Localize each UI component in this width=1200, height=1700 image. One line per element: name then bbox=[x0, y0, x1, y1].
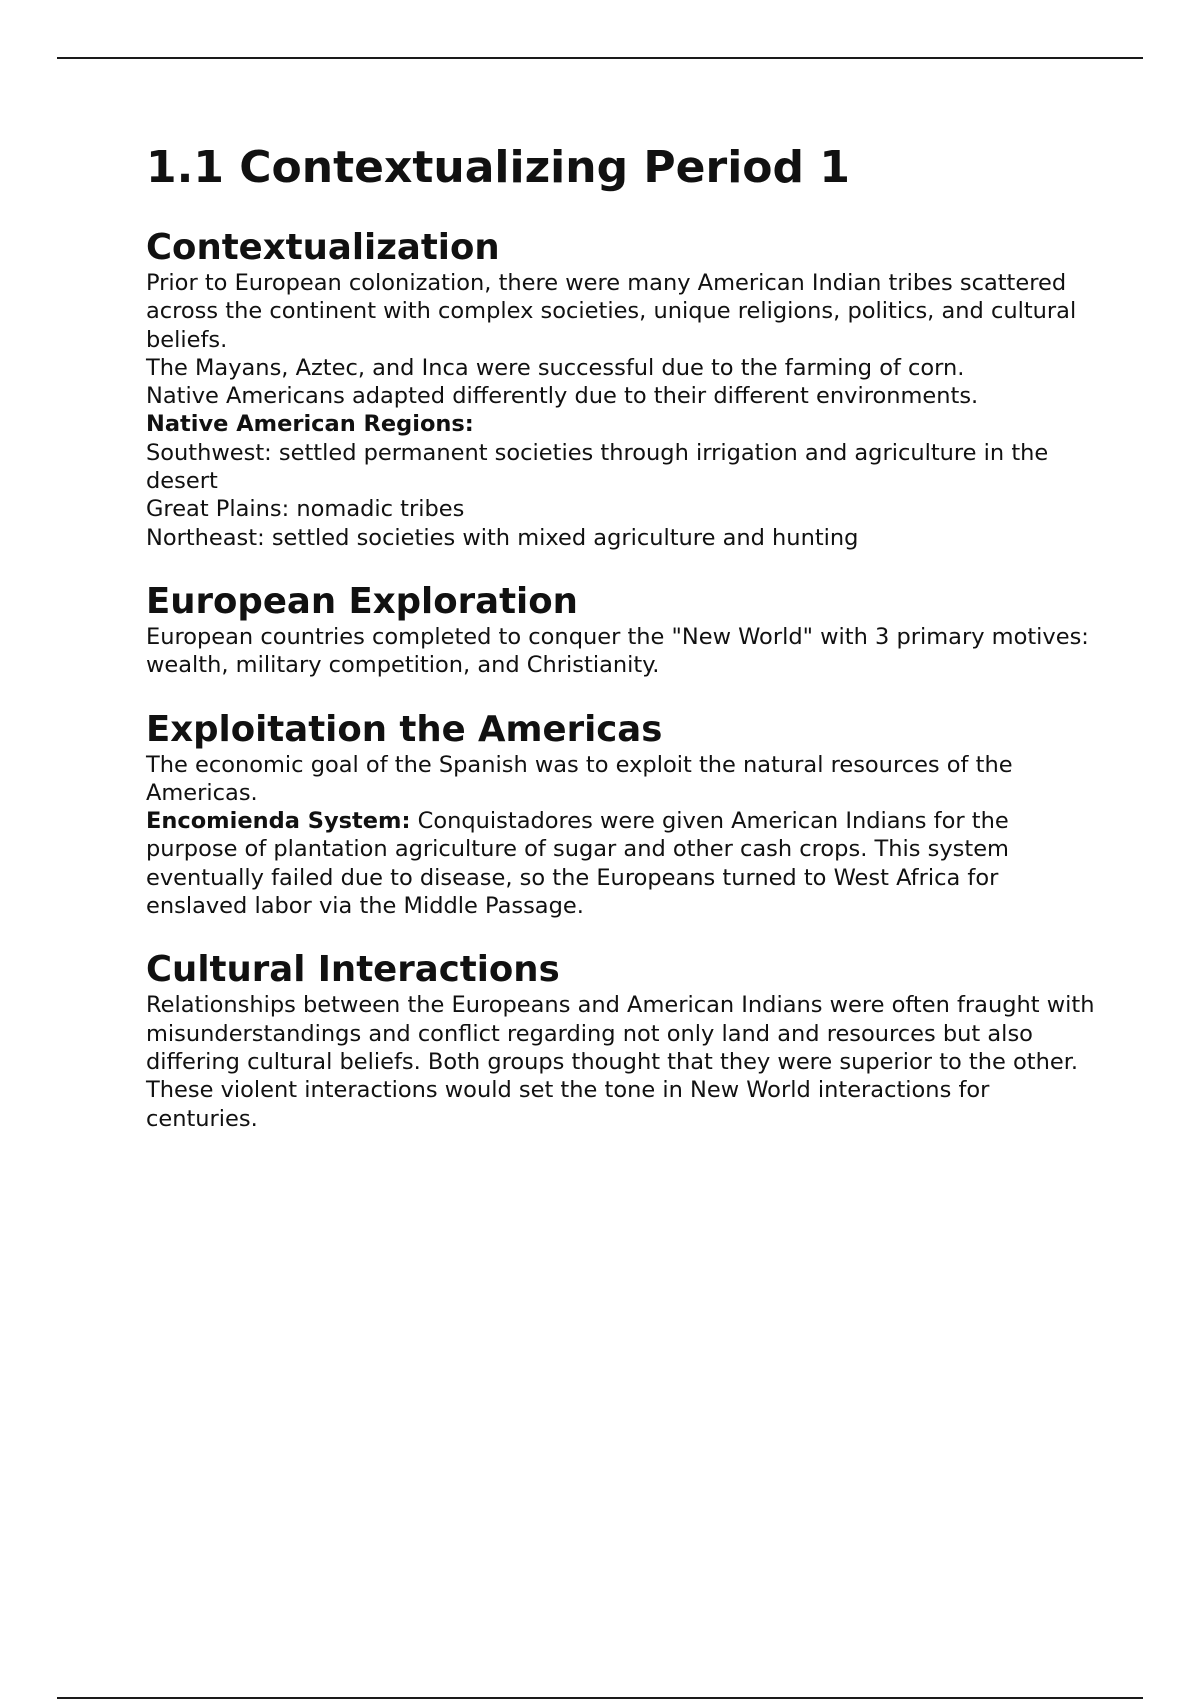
region-item: Northeast: settled societies with mixed agriculture and hunting bbox=[146, 524, 859, 551]
encomienda-paragraph bbox=[146, 807, 1096, 920]
section-european-exploration bbox=[146, 581, 1096, 680]
section-heading: Contextualization bbox=[146, 227, 500, 268]
region-item: Southwest: settled permanent societies through irrigation and agriculture in the desert bbox=[146, 439, 1049, 495]
section-heading: Cultural Interactions bbox=[146, 949, 560, 991]
paragraph: Relationships between the Europeans and American Indians were often fraught with misunderstandings and conflict regarding not only land and resources but also differing cultural beliefs. Both groups thought that they were superior to the other. These violent interactions would set the tone in New World interactions for centuries. bbox=[146, 992, 1095, 1132]
section-heading: Exploitation the Americas bbox=[146, 708, 663, 750]
region-item: Great Plains: nomadic tribes bbox=[146, 496, 465, 523]
section-exploitation bbox=[146, 709, 1096, 921]
regions-label: Native American Regions: bbox=[146, 411, 474, 438]
encomienda-label: Encomienda System: bbox=[146, 808, 411, 835]
paragraph: Native Americans adapted differently due to their different environments. bbox=[146, 383, 979, 410]
top-divider bbox=[57, 57, 1143, 59]
encomienda-text: Conquistadores were given American Indians for the purpose of plantation agriculture of sugar and other cash crops. This system eventually failed due to disease, so the Europeans turned to West Africa for enslaved labor via the Middle Passage. bbox=[146, 808, 1009, 920]
paragraph: The economic goal of the Spanish was to exploit the natural resources of the Americas. bbox=[146, 751, 1013, 806]
paragraph: Prior to European colonization, there were many American Indian tribes scattered across the continent with complex societies, unique religions, politics, and cultural beliefs. bbox=[146, 270, 1077, 353]
paragraph: The Mayans, Aztec, and Inca were successful due to the farming of corn. bbox=[146, 354, 965, 381]
document-body bbox=[146, 138, 1096, 1162]
paragraph: European countries completed to conquer the "New World" with 3 primary motives: wealth, military competition, and Christianity. bbox=[146, 623, 1089, 679]
section-contextualization bbox=[146, 227, 1096, 552]
bottom-divider bbox=[57, 1697, 1143, 1699]
section-cultural-interactions bbox=[146, 949, 1096, 1132]
page-title: 1.1 Contextualizing Period 1 bbox=[146, 142, 850, 193]
section-heading: European Exploration bbox=[146, 580, 578, 622]
